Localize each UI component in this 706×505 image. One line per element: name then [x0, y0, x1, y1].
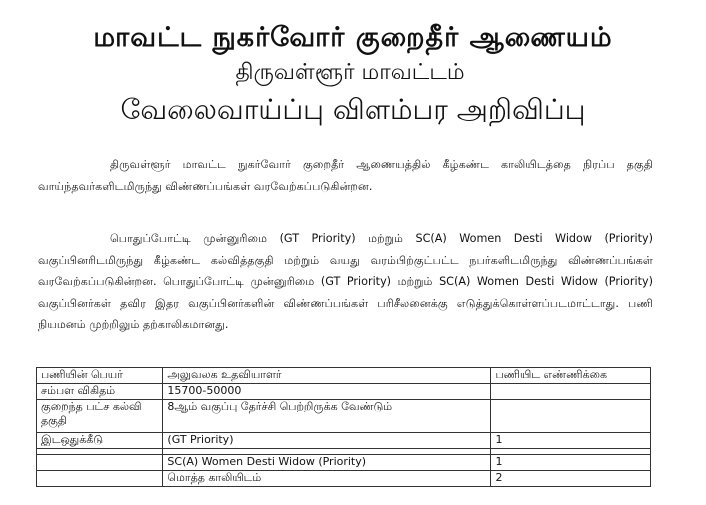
total-label-cell: மொத்த காலியிடம் — [163, 471, 491, 487]
office-title: மாவட்ட நுகர்வோர் குறைதீர் ஆணையம் — [93, 22, 613, 53]
empty-cell — [491, 384, 651, 400]
reservation-category-cell: SC(A) Women Desti Widow (Priority) — [163, 455, 491, 471]
table-row — [37, 384, 651, 400]
table-row — [37, 400, 651, 433]
reservation-label-cell: இடஒதுக்கீடு — [37, 433, 163, 449]
district-title: திருவள்ளூர் மாவட்டம் — [235, 60, 465, 85]
salary-label-cell: சம்பள விகிதம் — [37, 384, 163, 400]
table-row — [37, 433, 651, 449]
salary-value-cell: 15700-50000 — [163, 384, 491, 400]
reservation-count-cell: 1 — [491, 455, 651, 471]
qualification-label-cell: குறைந்த பட்ச கல்வி தகுதி — [37, 400, 163, 433]
table-row — [37, 455, 651, 471]
empty-cell — [37, 471, 163, 487]
table-row — [37, 368, 651, 384]
notice-title: வேலைவாய்ப்பு விளம்பர அறிவிப்பு — [120, 93, 586, 126]
eligibility-paragraph: பொதுப்போட்டி முன்னுரிமை (GT Priority) மற்றும் SC(A) Women Desti Widow (Priority) வகுப்பினரிடமிருந்து கீழ்கண்ட கல்வித்தகுதி மற்றும் வயது வரம்பிற்குட்பட்ட நபர்களிடமிருந்து விண்ணப்பங்கள் வரவேற்கப்படுகின்றன. பொதுப்போட்டி முன்னுரிமை (GT Priority) மற்றும் SC(A) Women Desti Widow (Priority) வகுப்பினர்கள் தவிர இதர வகுப்பினர்களின் விண்ணப்பங்கள் பரிசீலனைக்கு எடுத்துக்கொள்ளப்படமாட்டாது. பணி நியமனம் முற்றிலும் தற்காலிகமானது. — [38, 232, 653, 331]
vacancy-header-cell: பணியிட எண்ணிக்கை — [491, 368, 651, 384]
total-value-cell: 2 — [491, 471, 651, 487]
post-label-cell: பணியின் பெயர் — [37, 368, 163, 384]
qualification-value-cell: 8ஆம் வகுப்பு தேர்ச்சி பெற்றிருக்க வேண்டும் — [163, 400, 491, 433]
intro-paragraph: திருவள்ளூர் மாவட்ட நுகர்வோர் குறைதீர் ஆணையத்தில் கீழ்கண்ட காலியிடத்தை நிரப்ப தகுதி வாய்ந்தவர்களிடமிருந்து விண்ணப்பங்கள் வரவேற்கப்படுகின்றன. — [38, 158, 653, 193]
empty-cell — [37, 455, 163, 471]
reservation-category-cell: (GT Priority) — [163, 433, 491, 449]
post-value-cell: அலுவலக உதவியாளர் — [163, 368, 491, 384]
vacancy-table — [36, 367, 651, 487]
empty-cell — [491, 400, 651, 433]
reservation-count-cell: 1 — [491, 433, 651, 449]
table-row — [37, 471, 651, 487]
